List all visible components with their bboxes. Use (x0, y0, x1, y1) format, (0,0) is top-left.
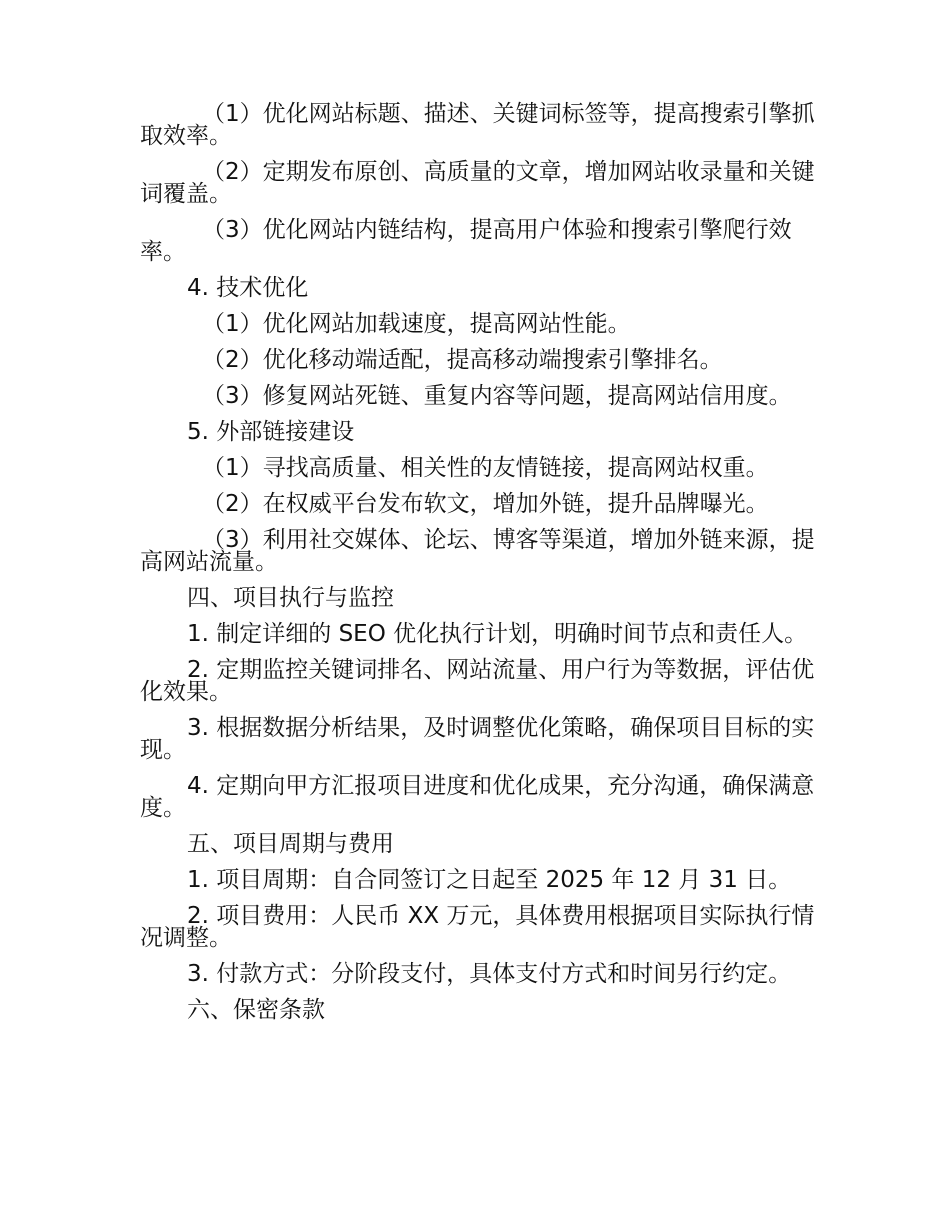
paragraph: 3. 根据数据分析结果，及时调整优化策略，确保项目目标的实现。 (140, 715, 815, 763)
paragraph: 1. 制定详细的 SEO 优化执行计划，明确时间节点和责任人。 (187, 621, 808, 647)
paragraph: （3）利用社交媒体、论坛、博客等渠道，增加外链来源，提高网站流量。 (140, 527, 815, 575)
section-heading: 六、保密条款 (187, 997, 325, 1023)
paragraph: （1）寻找高质量、相关性的友情链接，提高网站权重。 (202, 455, 769, 481)
section-heading: 4. 技术优化 (187, 275, 309, 301)
paragraph: 1. 项目周期：自合同签订之日起至 2025 年 12 月 31 日。 (187, 867, 792, 893)
section-heading: 五、项目周期与费用 (187, 831, 394, 857)
paragraph: 2. 定期监控关键词排名、网站流量、用户行为等数据，评估优化效果。 (140, 657, 815, 705)
paragraph: （1）优化网站标题、描述、关键词标签等，提高搜索引擎抓取效率。 (140, 101, 815, 149)
document-body (140, 103, 815, 1021)
paragraph: （2）定期发布原创、高质量的文章，增加网站收录量和关键词覆盖。 (140, 159, 815, 207)
paragraph: 3. 付款方式：分阶段支付，具体支付方式和时间另行约定。 (187, 961, 792, 987)
paragraph: 4. 定期向甲方汇报项目进度和优化成果，充分沟通，确保满意度。 (140, 773, 815, 821)
paragraph: 2. 项目费用：人民币 XX 万元，具体费用根据项目实际执行情况调整。 (140, 903, 815, 951)
section-heading: 5. 外部链接建设 (187, 419, 355, 445)
section-heading: 四、项目执行与监控 (187, 585, 394, 611)
paragraph: （3）优化网站内链结构，提高用户体验和搜索引擎爬行效率。 (140, 217, 792, 265)
paragraph: （2）在权威平台发布软文，增加外链，提升品牌曝光。 (202, 491, 769, 517)
paragraph: （3）修复网站死链、重复内容等问题，提高网站信用度。 (202, 383, 792, 409)
paragraph: （1）优化网站加载速度，提高网站性能。 (202, 311, 631, 337)
paragraph: （2）优化移动端适配，提高移动端搜索引擎排名。 (202, 347, 723, 373)
